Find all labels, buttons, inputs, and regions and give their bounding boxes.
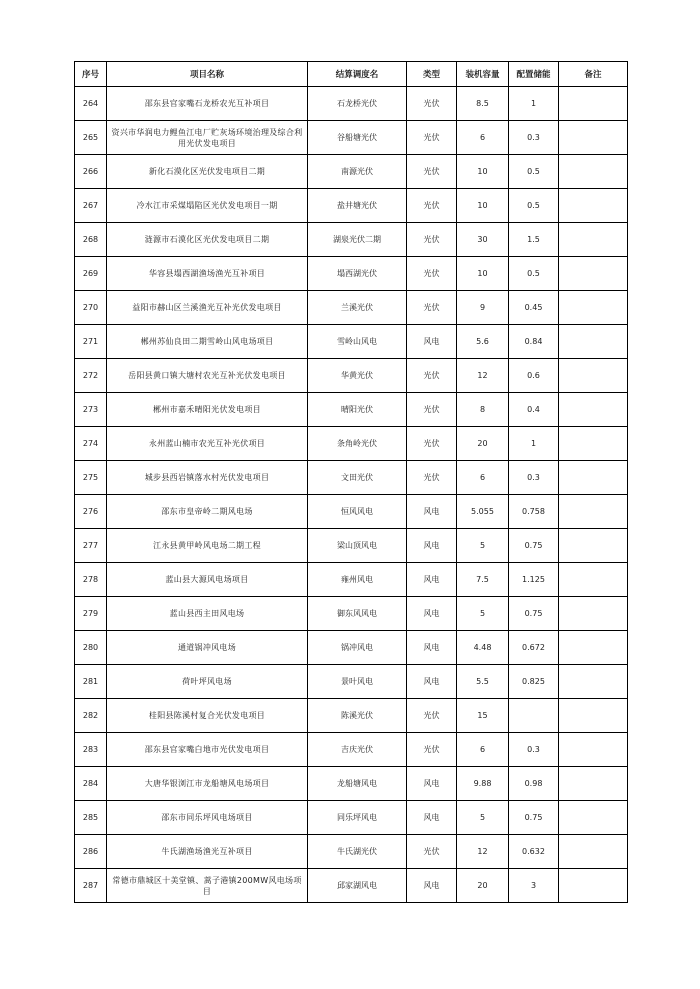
capacity-cell: 4.48 [457, 631, 509, 665]
storage-cell: 0.632 [509, 835, 559, 869]
dispatch-name-cell: 锅冲风电 [308, 631, 407, 665]
remarks-cell [559, 767, 628, 801]
capacity-cell: 5 [457, 597, 509, 631]
capacity-cell: 10 [457, 189, 509, 223]
type-cell: 风电 [407, 801, 457, 835]
dispatch-name-cell: 谷船塘光伏 [308, 121, 407, 155]
header-dispatch-name: 结算调度名 [308, 62, 407, 87]
header-capacity: 装机容量 [457, 62, 509, 87]
capacity-cell: 7.5 [457, 563, 509, 597]
index-cell: 275 [75, 461, 107, 495]
capacity-cell: 10 [457, 257, 509, 291]
table-row [75, 427, 628, 461]
remarks-cell [559, 529, 628, 563]
index-cell: 281 [75, 665, 107, 699]
capacity-cell: 6 [457, 733, 509, 767]
dispatch-name-cell: 湖泉光伏二期 [308, 223, 407, 257]
type-cell: 光伏 [407, 699, 457, 733]
table-row [75, 257, 628, 291]
project-name-cell: 桂阳县陈溪村复合光伏发电项目 [107, 699, 308, 733]
project-name-cell: 常德市鼎城区十美堂镇、蒿子港镇200MW风电场项目 [107, 869, 308, 903]
table-row [75, 189, 628, 223]
type-cell: 光伏 [407, 257, 457, 291]
dispatch-name-cell: 文田光伏 [308, 461, 407, 495]
storage-cell: 0.75 [509, 801, 559, 835]
index-cell: 277 [75, 529, 107, 563]
storage-cell: 3 [509, 869, 559, 903]
table-row [75, 121, 628, 155]
capacity-cell: 20 [457, 427, 509, 461]
table-row [75, 699, 628, 733]
remarks-cell [559, 223, 628, 257]
storage-cell: 0.3 [509, 461, 559, 495]
project-name-cell: 涟源市石漠化区光伏发电项目二期 [107, 223, 308, 257]
table-row [75, 325, 628, 359]
remarks-cell [559, 665, 628, 699]
dispatch-name-cell: 南源光伏 [308, 155, 407, 189]
dispatch-name-cell: 雪岭山风电 [308, 325, 407, 359]
table-row [75, 869, 628, 903]
dispatch-name-cell: 吉庆光伏 [308, 733, 407, 767]
remarks-cell [559, 801, 628, 835]
storage-cell: 0.5 [509, 155, 559, 189]
type-cell: 光伏 [407, 155, 457, 189]
project-name-cell: 通道锅冲风电场 [107, 631, 308, 665]
dispatch-name-cell: 御东风风电 [308, 597, 407, 631]
index-cell: 284 [75, 767, 107, 801]
storage-cell: 0.84 [509, 325, 559, 359]
capacity-cell: 5 [457, 801, 509, 835]
storage-cell: 0.758 [509, 495, 559, 529]
header-row [75, 62, 628, 87]
remarks-cell [559, 257, 628, 291]
storage-cell: 0.4 [509, 393, 559, 427]
remarks-cell [559, 189, 628, 223]
project-name-cell: 邵东市同乐坪风电场项目 [107, 801, 308, 835]
project-name-cell: 邵东县官家嘴白地市光伏发电项目 [107, 733, 308, 767]
capacity-cell: 5.5 [457, 665, 509, 699]
index-cell: 278 [75, 563, 107, 597]
remarks-cell [559, 359, 628, 393]
table-row [75, 563, 628, 597]
storage-cell: 0.75 [509, 597, 559, 631]
project-name-cell: 蓝山县西主田风电场 [107, 597, 308, 631]
header-type: 类型 [407, 62, 457, 87]
storage-cell: 0.672 [509, 631, 559, 665]
capacity-cell: 9 [457, 291, 509, 325]
table-row [75, 835, 628, 869]
project-table [74, 61, 628, 903]
remarks-cell [559, 461, 628, 495]
storage-cell: 0.3 [509, 733, 559, 767]
dispatch-name-cell: 景叶风电 [308, 665, 407, 699]
capacity-cell: 30 [457, 223, 509, 257]
storage-cell: 0.6 [509, 359, 559, 393]
project-name-cell: 蓝山县大源风电场项目 [107, 563, 308, 597]
remarks-cell [559, 155, 628, 189]
type-cell: 光伏 [407, 87, 457, 121]
project-name-cell: 荷叶坪风电场 [107, 665, 308, 699]
remarks-cell [559, 733, 628, 767]
storage-cell: 0.75 [509, 529, 559, 563]
dispatch-name-cell: 牛氏湖光伏 [308, 835, 407, 869]
index-cell: 287 [75, 869, 107, 903]
index-cell: 283 [75, 733, 107, 767]
index-cell: 272 [75, 359, 107, 393]
table-row [75, 87, 628, 121]
dispatch-name-cell: 塌西湖光伏 [308, 257, 407, 291]
index-cell: 270 [75, 291, 107, 325]
capacity-cell: 5 [457, 529, 509, 563]
storage-cell: 0.3 [509, 121, 559, 155]
header-remarks: 备注 [559, 62, 628, 87]
remarks-cell [559, 835, 628, 869]
project-name-cell: 永州蓝山楠市农光互补光伏项目 [107, 427, 308, 461]
table-row [75, 291, 628, 325]
remarks-cell [559, 631, 628, 665]
capacity-cell: 9.88 [457, 767, 509, 801]
project-name-cell: 邵东市皇帝岭二期风电场 [107, 495, 308, 529]
table-row [75, 495, 628, 529]
dispatch-name-cell: 龙船塘风电 [308, 767, 407, 801]
remarks-cell [559, 699, 628, 733]
capacity-cell: 5.6 [457, 325, 509, 359]
table-row [75, 767, 628, 801]
project-name-cell: 牛氏湖渔场渔光互补项目 [107, 835, 308, 869]
project-name-cell: 江永县黄甲岭风电场二期工程 [107, 529, 308, 563]
type-cell: 光伏 [407, 393, 457, 427]
table-row [75, 801, 628, 835]
type-cell: 风电 [407, 495, 457, 529]
storage-cell [509, 699, 559, 733]
project-name-cell: 华容县塌西湖渔场渔光互补项目 [107, 257, 308, 291]
index-cell: 280 [75, 631, 107, 665]
remarks-cell [559, 393, 628, 427]
index-cell: 267 [75, 189, 107, 223]
table-row [75, 631, 628, 665]
dispatch-name-cell: 恒风风电 [308, 495, 407, 529]
type-cell: 光伏 [407, 461, 457, 495]
index-cell: 279 [75, 597, 107, 631]
dispatch-name-cell: 盐井塘光伏 [308, 189, 407, 223]
storage-cell: 0.825 [509, 665, 559, 699]
type-cell: 风电 [407, 631, 457, 665]
remarks-cell [559, 427, 628, 461]
type-cell: 光伏 [407, 733, 457, 767]
index-cell: 264 [75, 87, 107, 121]
index-cell: 269 [75, 257, 107, 291]
header-storage: 配置储能 [509, 62, 559, 87]
storage-cell: 1.5 [509, 223, 559, 257]
remarks-cell [559, 291, 628, 325]
project-name-cell: 新化石漠化区光伏发电项目二期 [107, 155, 308, 189]
dispatch-name-cell: 石龙桥光伏 [308, 87, 407, 121]
capacity-cell: 20 [457, 869, 509, 903]
capacity-cell: 10 [457, 155, 509, 189]
index-cell: 274 [75, 427, 107, 461]
type-cell: 光伏 [407, 121, 457, 155]
dispatch-name-cell: 华黄光伏 [308, 359, 407, 393]
remarks-cell [559, 869, 628, 903]
index-cell: 273 [75, 393, 107, 427]
storage-cell: 0.45 [509, 291, 559, 325]
index-cell: 265 [75, 121, 107, 155]
dispatch-name-cell: 同乐坪风电 [308, 801, 407, 835]
table-row [75, 223, 628, 257]
table-row [75, 359, 628, 393]
capacity-cell: 6 [457, 461, 509, 495]
index-cell: 266 [75, 155, 107, 189]
remarks-cell [559, 325, 628, 359]
project-name-cell: 城步县西岩镇落水村光伏发电项目 [107, 461, 308, 495]
dispatch-name-cell: 条角岭光伏 [308, 427, 407, 461]
capacity-cell: 12 [457, 835, 509, 869]
dispatch-name-cell: 雍州风电 [308, 563, 407, 597]
storage-cell: 0.98 [509, 767, 559, 801]
remarks-cell [559, 563, 628, 597]
index-cell: 285 [75, 801, 107, 835]
type-cell: 光伏 [407, 359, 457, 393]
type-cell: 光伏 [407, 291, 457, 325]
table-row [75, 155, 628, 189]
dispatch-name-cell: 晴阳光伏 [308, 393, 407, 427]
index-cell: 268 [75, 223, 107, 257]
storage-cell: 0.5 [509, 189, 559, 223]
type-cell: 风电 [407, 563, 457, 597]
dispatch-name-cell: 兰溪光伏 [308, 291, 407, 325]
capacity-cell: 8 [457, 393, 509, 427]
index-cell: 282 [75, 699, 107, 733]
project-name-cell: 邵东县官家嘴石龙桥农光互补项目 [107, 87, 308, 121]
storage-cell: 1 [509, 87, 559, 121]
type-cell: 光伏 [407, 189, 457, 223]
project-name-cell: 郴州苏仙良田二期雪岭山风电场项目 [107, 325, 308, 359]
storage-cell: 1 [509, 427, 559, 461]
type-cell: 风电 [407, 529, 457, 563]
project-name-cell: 岳阳县黄口镇大塘村农光互补光伏发电项目 [107, 359, 308, 393]
project-name-cell: 大唐华银浏江市龙船塘风电场项目 [107, 767, 308, 801]
type-cell: 风电 [407, 325, 457, 359]
table-row [75, 597, 628, 631]
table-row [75, 393, 628, 427]
type-cell: 风电 [407, 597, 457, 631]
capacity-cell: 12 [457, 359, 509, 393]
table-row [75, 529, 628, 563]
type-cell: 光伏 [407, 223, 457, 257]
project-name-cell: 冷水江市采煤塌陷区光伏发电项目一期 [107, 189, 308, 223]
capacity-cell: 8.5 [457, 87, 509, 121]
remarks-cell [559, 495, 628, 529]
type-cell: 风电 [407, 665, 457, 699]
dispatch-name-cell: 陈溪光伏 [308, 699, 407, 733]
storage-cell: 1.125 [509, 563, 559, 597]
type-cell: 光伏 [407, 835, 457, 869]
capacity-cell: 15 [457, 699, 509, 733]
capacity-cell: 6 [457, 121, 509, 155]
type-cell: 风电 [407, 869, 457, 903]
project-name-cell: 郴州市嘉禾晴阳光伏发电项目 [107, 393, 308, 427]
project-name-cell: 资兴市华润电力鲤鱼江电厂贮灰场环境治理及综合利用光伏发电项目 [107, 121, 308, 155]
header-project-name: 项目名称 [107, 62, 308, 87]
dispatch-name-cell: 梁山顶风电 [308, 529, 407, 563]
table-row [75, 733, 628, 767]
index-cell: 286 [75, 835, 107, 869]
capacity-cell: 5.055 [457, 495, 509, 529]
dispatch-name-cell: 邱家湖风电 [308, 869, 407, 903]
index-cell: 276 [75, 495, 107, 529]
remarks-cell [559, 121, 628, 155]
remarks-cell [559, 87, 628, 121]
table-row [75, 665, 628, 699]
table-row [75, 461, 628, 495]
header-index: 序号 [75, 62, 107, 87]
index-cell: 271 [75, 325, 107, 359]
type-cell: 风电 [407, 767, 457, 801]
project-name-cell: 益阳市赫山区兰溪渔光互补光伏发电项目 [107, 291, 308, 325]
remarks-cell [559, 597, 628, 631]
storage-cell: 0.5 [509, 257, 559, 291]
type-cell: 光伏 [407, 427, 457, 461]
